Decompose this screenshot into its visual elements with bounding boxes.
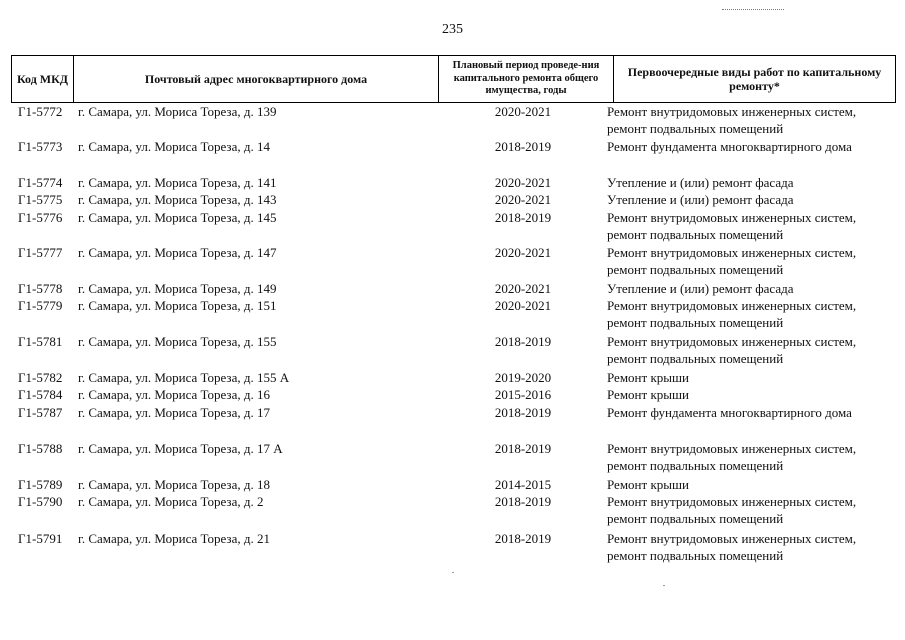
- row-period: 2020-2021: [494, 281, 552, 296]
- row-works: Ремонт фундамента многоквартирного дома: [607, 405, 852, 420]
- row-code: Г1-5777: [18, 245, 63, 260]
- row-code: Г1-5775: [18, 192, 63, 207]
- row-address: г. Самара, ул. Мориса Тореза, д. 151: [78, 298, 277, 313]
- row-address: г. Самара, ул. Мориса Тореза, д. 155: [78, 334, 277, 349]
- row-address: г. Самара, ул. Мориса Тореза, д. 17: [78, 405, 270, 420]
- row-address: г. Самара, ул. Мориса Тореза, д. 139: [78, 104, 277, 119]
- row-code: Г1-5787: [18, 405, 63, 420]
- row-address: г. Самара, ул. Мориса Тореза, д. 145: [78, 210, 277, 225]
- row-code: Г1-5791: [18, 531, 63, 546]
- row-code: Г1-5772: [18, 104, 63, 119]
- row-code: Г1-5788: [18, 441, 63, 456]
- row-period: 2018-2019: [494, 139, 552, 154]
- row-works: Ремонт внутридомовых инженерных систем, ремонт подвальных помещений: [607, 441, 857, 473]
- row-code: Г1-5773: [18, 139, 63, 154]
- row-works: Ремонт фундамента многоквартирного дома: [607, 139, 852, 154]
- row-address: г. Самара, ул. Мориса Тореза, д. 16: [78, 387, 270, 402]
- row-address: г. Самара, ул. Мориса Тореза, д. 149: [78, 281, 277, 296]
- row-code: Г1-5790: [18, 494, 63, 509]
- row-works: Ремонт крыши: [607, 370, 689, 385]
- row-address: г. Самара, ул. Мориса Тореза, д. 155 А: [78, 370, 290, 385]
- row-address: г. Самара, ул. Мориса Тореза, д. 21: [78, 531, 270, 546]
- row-period: 2018-2019: [494, 210, 552, 225]
- row-works: Утепление и (или) ремонт фасада: [607, 192, 794, 207]
- row-address: г. Самара, ул. Мориса Тореза, д. 143: [78, 192, 277, 207]
- header-period: Плановый период проведе-ния капитального ремонта общего имущества, годы: [439, 56, 614, 102]
- row-code: Г1-5781: [18, 334, 63, 349]
- row-code: Г1-5776: [18, 210, 63, 225]
- row-address: г. Самара, ул. Мориса Тореза, д. 147: [78, 245, 277, 260]
- scan-speck: [663, 585, 665, 586]
- row-address: г. Самара, ул. Мориса Тореза, д. 141: [78, 175, 277, 190]
- row-works: Ремонт внутридомовых инженерных систем, ремонт подвальных помещений: [607, 104, 857, 136]
- row-period: 2020-2021: [494, 104, 552, 119]
- scan-speck: [452, 572, 454, 573]
- row-works: Ремонт внутридомовых инженерных систем, ремонт подвальных помещений: [607, 298, 857, 330]
- row-works: Утепление и (или) ремонт фасада: [607, 281, 794, 296]
- row-address: г. Самара, ул. Мориса Тореза, д. 17 А: [78, 441, 283, 456]
- row-period: 2020-2021: [494, 298, 552, 313]
- row-works: Ремонт внутридомовых инженерных систем, ремонт подвальных помещений: [607, 245, 857, 277]
- row-works: Ремонт внутридомовых инженерных систем, ремонт подвальных помещений: [607, 334, 857, 366]
- row-address: г. Самара, ул. Мориса Тореза, д. 14: [78, 139, 270, 154]
- row-code: Г1-5784: [18, 387, 63, 402]
- header-works: Первоочередные виды работ по капитальному ремонту*: [614, 56, 896, 102]
- page-number: 235: [442, 22, 463, 37]
- row-code: Г1-5778: [18, 281, 63, 296]
- table-header: [11, 55, 896, 103]
- row-period: 2018-2019: [494, 405, 552, 420]
- row-works: Ремонт внутридомовых инженерных систем, ремонт подвальных помещений: [607, 210, 857, 242]
- row-period: 2018-2019: [494, 441, 552, 456]
- row-period: 2018-2019: [494, 494, 552, 509]
- row-works: Ремонт крыши: [607, 387, 689, 402]
- row-code: Г1-5789: [18, 477, 63, 492]
- row-works: Ремонт внутридомовых инженерных систем, ремонт подвальных помещений: [607, 531, 857, 563]
- header-code: Код МКД: [11, 56, 74, 102]
- row-address: г. Самара, ул. Мориса Тореза, д. 18: [78, 477, 270, 492]
- header-address: Почтовый адрес многоквартирного дома: [74, 56, 439, 102]
- row-works: Ремонт внутридомовых инженерных систем, ремонт подвальных помещений: [607, 494, 857, 526]
- row-code: Г1-5782: [18, 370, 63, 385]
- row-code: Г1-5774: [18, 175, 63, 190]
- row-works: Ремонт крыши: [607, 477, 689, 492]
- row-period: 2018-2019: [494, 531, 552, 546]
- row-period: 2020-2021: [494, 245, 552, 260]
- row-period: 2014-2015: [494, 477, 552, 492]
- row-period: 2018-2019: [494, 334, 552, 349]
- row-address: г. Самара, ул. Мориса Тореза, д. 2: [78, 494, 264, 509]
- row-period: 2015-2016: [494, 387, 552, 402]
- top-margin-mark: [722, 9, 784, 10]
- row-period: 2020-2021: [494, 192, 552, 207]
- row-works: Утепление и (или) ремонт фасада: [607, 175, 794, 190]
- row-code: Г1-5779: [18, 298, 63, 313]
- row-period: 2020-2021: [494, 175, 552, 190]
- row-period: 2019-2020: [494, 370, 552, 385]
